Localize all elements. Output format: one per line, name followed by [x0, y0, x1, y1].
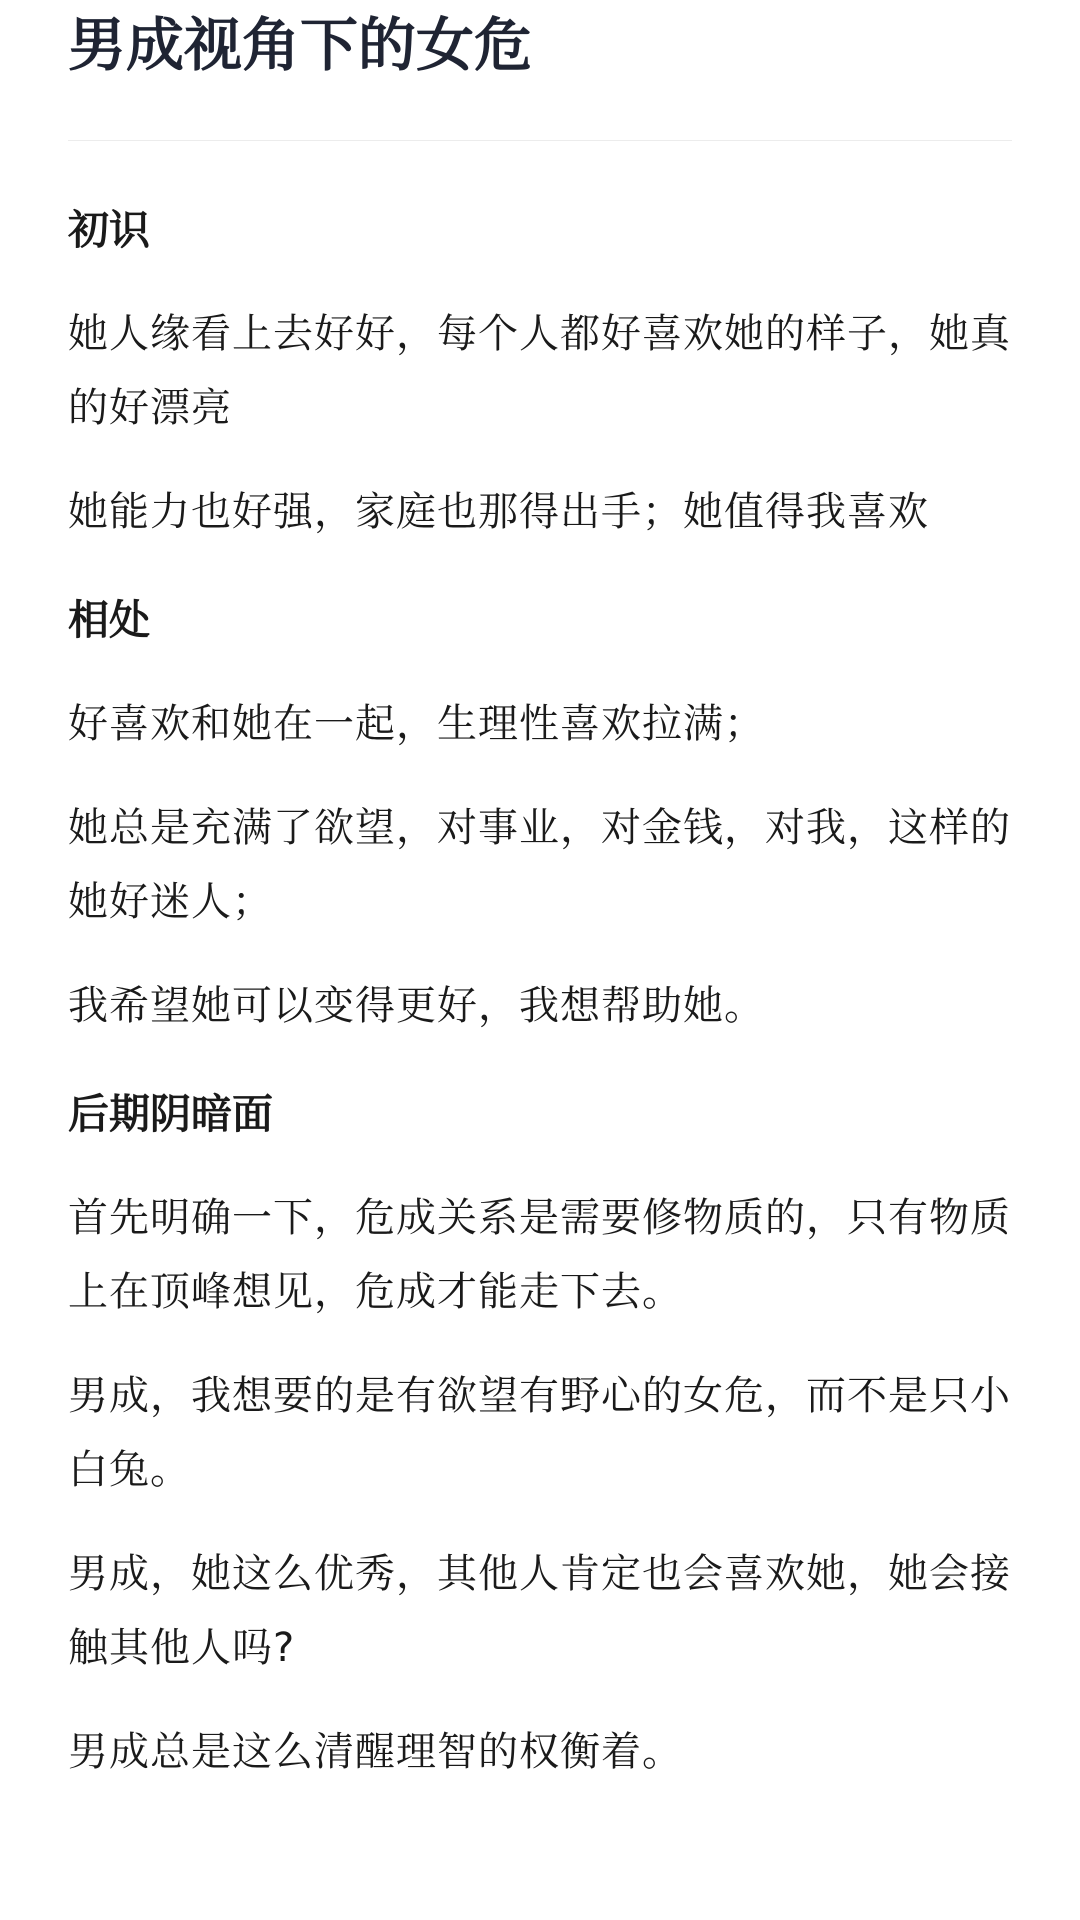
paragraph: 我希望她可以变得更好，我想帮助她。 — [68, 983, 765, 1029]
article-body — [68, 141, 1012, 1789]
paragraph: 男成，我想要的是有欲望有野心的女危，而不是只小白兔。 — [68, 1373, 1011, 1493]
paragraph: 她能力也好强，家庭也那得出手；她值得我喜欢 — [68, 489, 929, 535]
section-getting-along — [68, 593, 1012, 1043]
section-dark-side — [68, 1087, 1012, 1789]
paragraph: 男成总是这么清醒理智的权衡着。 — [68, 1729, 683, 1775]
section-first-meeting — [68, 203, 1012, 549]
paragraph: 好喜欢和她在一起，生理性喜欢拉满； — [68, 701, 765, 747]
article-title: 男成视角下的女危 — [68, 11, 533, 79]
paragraph: 首先明确一下，危成关系是需要修物质的，只有物质上在顶峰想见，危成才能走下去。 — [68, 1195, 1011, 1315]
paragraph: 她总是充满了欲望，对事业，对金钱，对我，这样的她好迷人； — [68, 805, 1011, 925]
paragraph: 男成，她这么优秀，其他人肯定也会喜欢她，她会接触其他人吗? — [68, 1551, 1011, 1671]
section-heading: 初识 — [68, 206, 150, 254]
section-heading: 后期阴暗面 — [68, 1090, 273, 1138]
section-heading: 相处 — [68, 596, 150, 644]
paragraph: 她人缘看上去好好，每个人都好喜欢她的样子，她真的好漂亮 — [68, 311, 1011, 431]
